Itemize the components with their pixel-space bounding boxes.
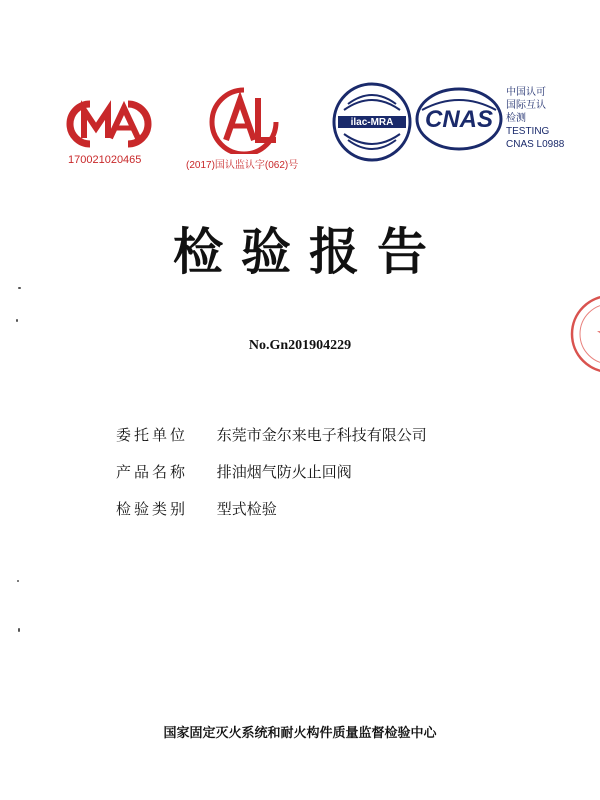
field-label: 检验类别 [116, 500, 189, 518]
cma-code: 170021020465 [68, 154, 142, 166]
cnas-line: CNAS L0988 [506, 139, 565, 150]
cal-caption: (2017)国认监认字(062)号 [186, 160, 299, 171]
report-title: 检验报告 [173, 223, 445, 281]
field-row-product [116, 461, 352, 482]
cma-logo [66, 98, 152, 150]
field-value: 排油烟气防火止回阀 [216, 463, 352, 481]
cal-logo [204, 86, 284, 154]
cnas-line: 检测 [506, 113, 526, 124]
issuer-name: 国家固定灭火系统和耐火构件质量监督检验中心 [163, 726, 437, 741]
field-value: 型式检验 [216, 500, 277, 518]
scan-speck [17, 580, 19, 582]
field-value: 东莞市金尔来电子科技有限公司 [216, 426, 427, 444]
field-row-client [116, 424, 427, 445]
field-row-inspection-type [116, 498, 277, 519]
cnas-line: 中国认可 [506, 87, 546, 98]
ilac-mra-wordmark: ilac-MRA [350, 117, 394, 128]
scan-speck [16, 319, 18, 322]
cnas-accreditation-text [506, 86, 564, 151]
scan-speck [18, 287, 21, 289]
field-label: 产品名称 [116, 463, 189, 481]
cnas-line: 国际互认 [506, 100, 546, 111]
ilac-mra-logo [330, 80, 414, 164]
report-number: No.Gn201904229 [248, 338, 352, 353]
scan-speck [18, 628, 20, 632]
cnas-wordmark: CNAS [424, 106, 493, 133]
cnas-logo [414, 86, 504, 152]
seal-stamp [568, 292, 600, 376]
cnas-line: TESTING [506, 126, 550, 137]
field-label: 委托单位 [116, 426, 189, 444]
